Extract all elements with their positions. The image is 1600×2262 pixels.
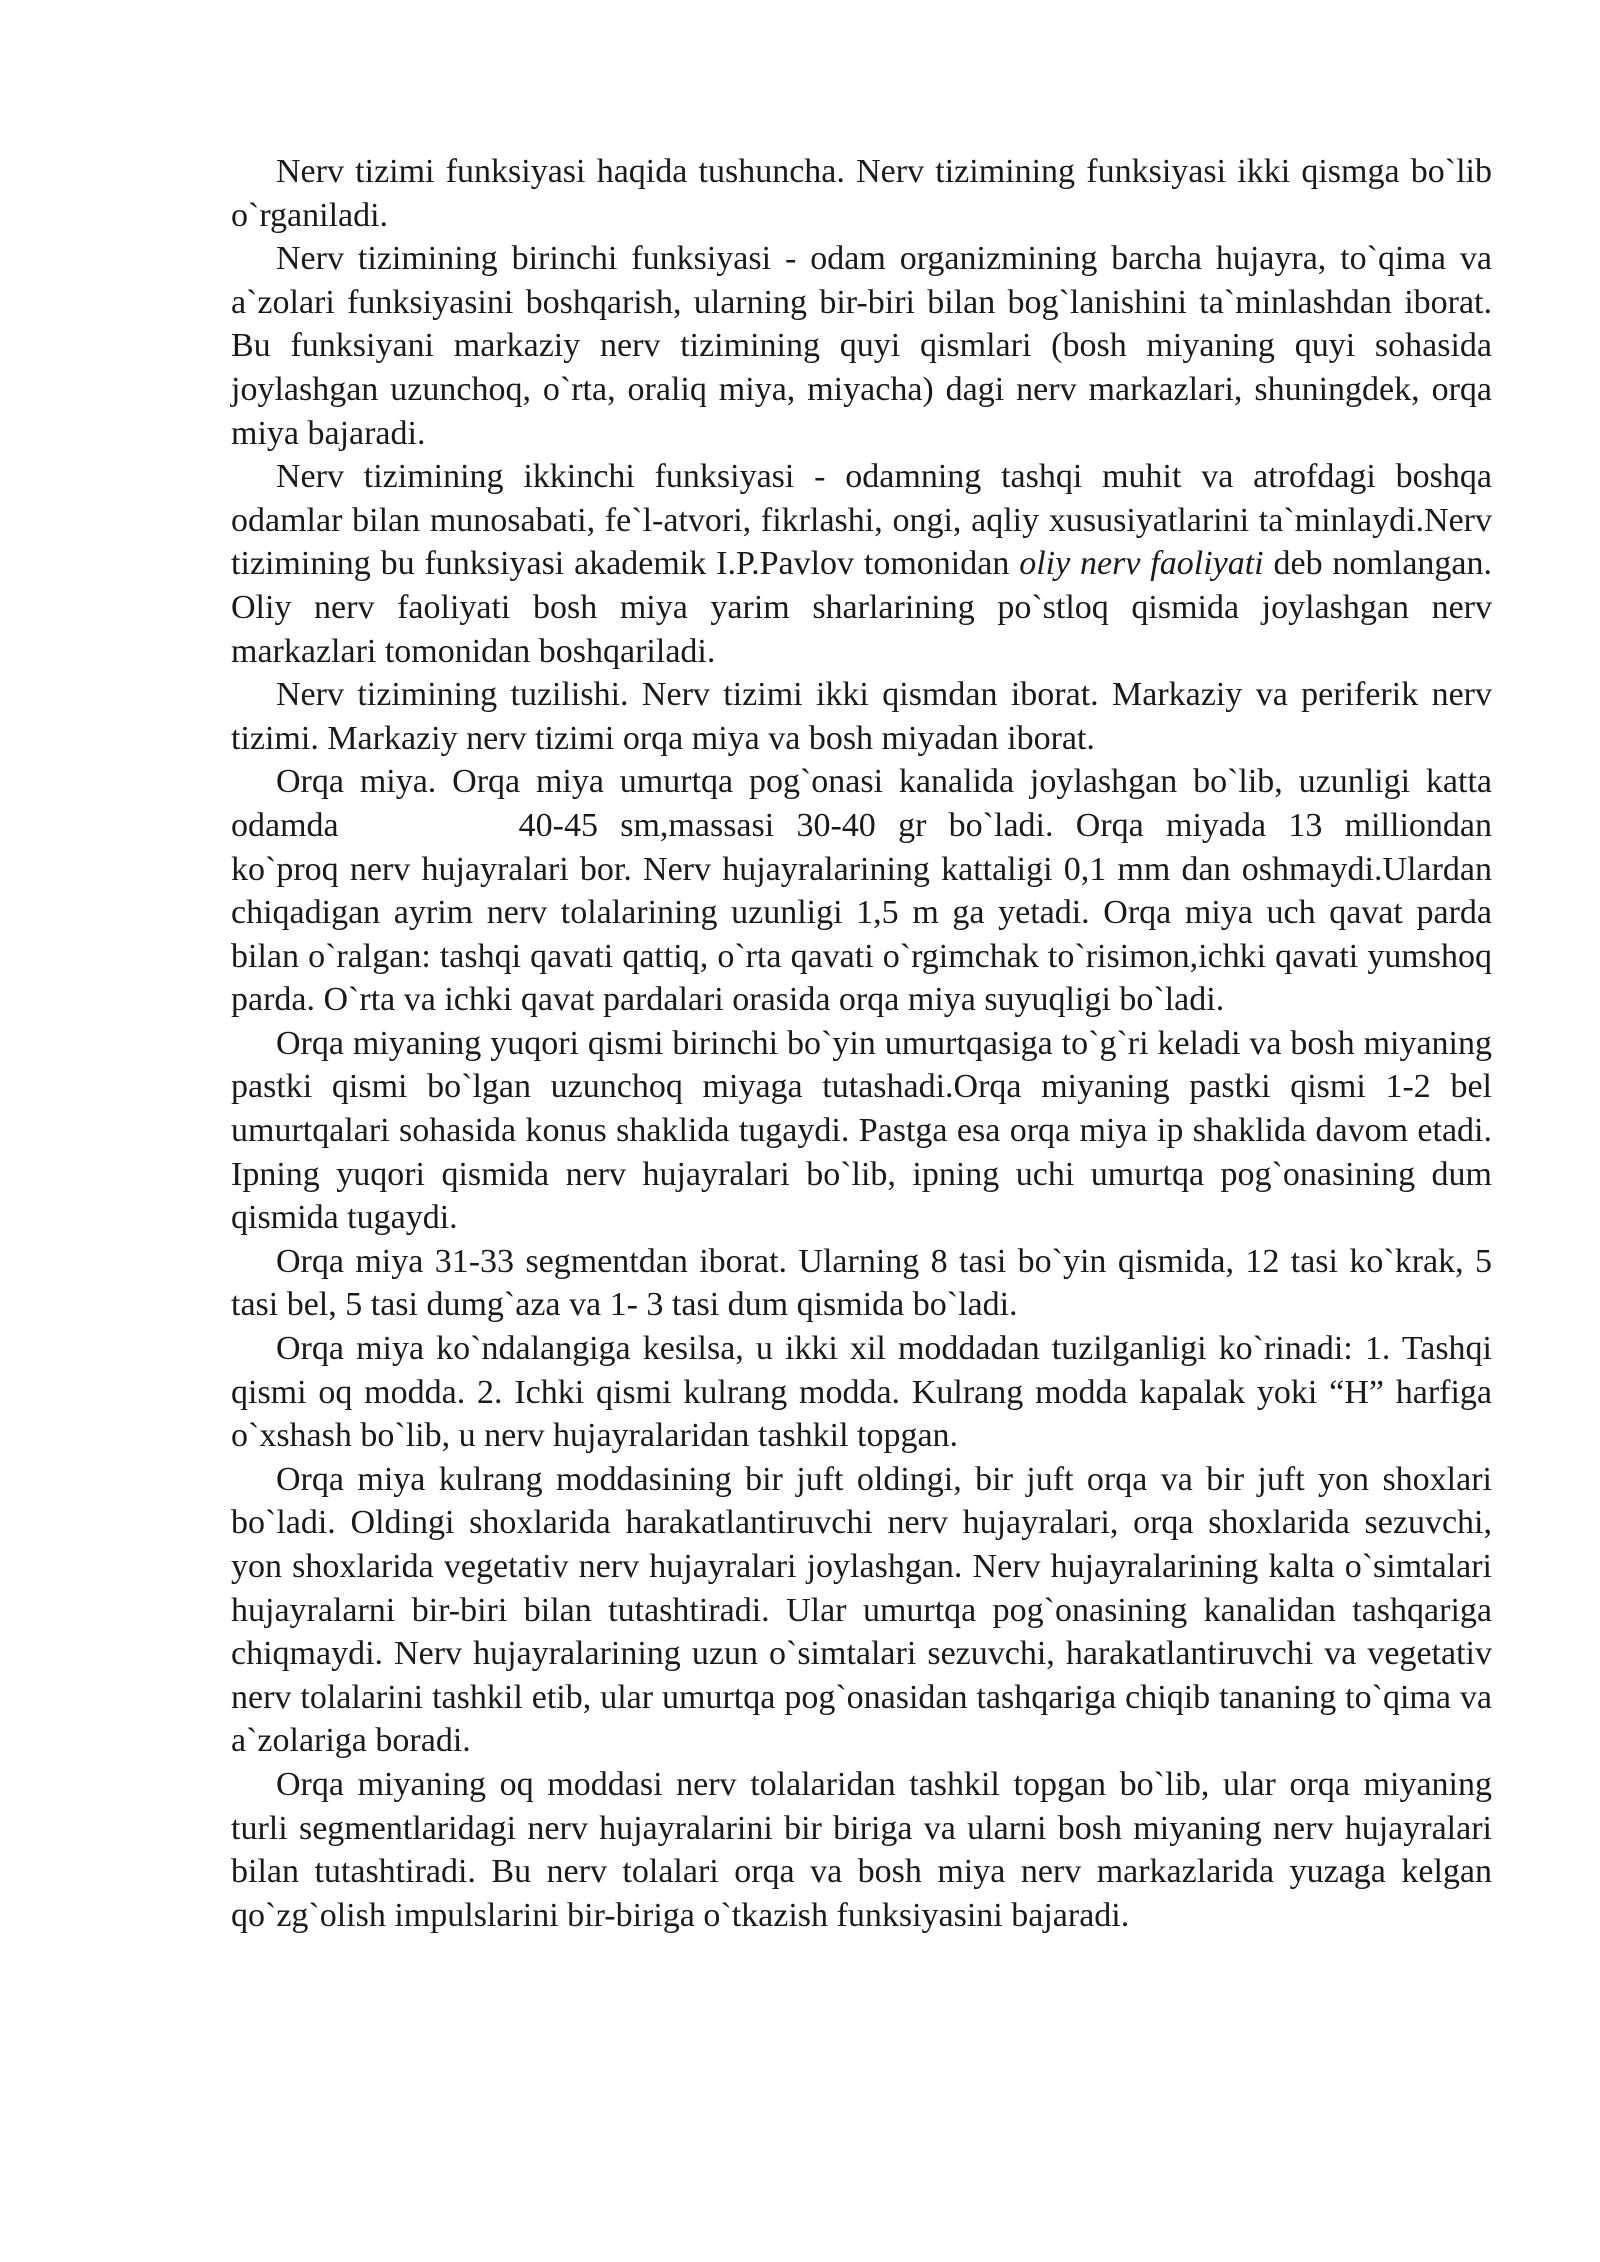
paragraph-spinal-cord <box>231 760 1492 1022</box>
paragraph-structure <box>231 673 1492 760</box>
paragraph-text: Nerv tizimining tuzilishi. Nerv tizimi ikki qismdan iborat. Markaziy va periferik nerv tizimi. Markaziy nerv tizimi orqa miya va bosh miyadan iborat. <box>231 676 1492 757</box>
paragraph-grey-matter <box>231 1458 1492 1763</box>
paragraph-functions-intro <box>231 150 1492 237</box>
paragraph-text: Orqa miya kulrang moddasining bir juft oldingi, bir juft orqa va bir juft yon shoxlari bo`ladi. Oldingi shoxlarida harakatlantiruvchi nerv hujayralari, orqa shoxlarida sezuvchi, yon shoxlarida vegetativ nerv hujayralari joylashgan. Nerv hujayralarining kalta o`simtalari hujayralarni bir-biri bilan tutashtiradi. Ular umurtqa pog`onasining kanalidan tashqariga chiqmaydi. Nerv hujayralarining uzun o`simtalari sezuvchi, harakatlantiruvchi va vegetativ nerv tolalarini tashkil etib, ular umurtqa pog`onasidan tashqariga chiqib tananing to`qima va a`zolariga boradi. <box>231 1460 1492 1760</box>
italic-term: oliy nerv faoliyati <box>1019 545 1264 583</box>
document-page <box>231 150 1492 1937</box>
paragraph-white-matter <box>231 1763 1492 1937</box>
paragraph-text: Orqa miyaning oq moddasi nerv tolalaridan tashkil topgan bo`lib, ular orqa miyaning turli segmentlaridagi nerv hujayralarini bir biriga va ularni bosh miyaning nerv hujayralari bilan tutashtiradi. Bu nerv tolalari orqa va bosh miya nerv markazlarida yuzaga kelgan qo`zg`olish impulslarini bir-biriga o`tkazish funksiyasini bajaradi. <box>231 1765 1492 1934</box>
paragraph-first-function <box>231 237 1492 455</box>
paragraph-text: Orqa miyaning yuqori qismi birinchi bo`yin umurtqasiga to`g`ri keladi va bosh miyaning pastki qismi bo`lgan uzunchoq miyaga tutashadi.Orqa miyaning pastki qismi 1-2 bel umurtqalari sohasida konus shaklida tugaydi. Pastga esa orqa miya ip shaklida davom etadi. Ipning yuqori qismida nerv hujayralari bo`lib, ipning uchi umurtqa pog`onasining dum qismida tugaydi. <box>231 1024 1492 1237</box>
paragraph-text: deb nomlangan. Oliy nerv faoliyati bosh miya yarim sharlarining po`stloq qismida joylashgan nerv markazlari tomonidan boshqariladi. <box>231 545 1493 670</box>
paragraph-text: Nerv tizimining birinchi funksiyasi - odam organizmining barcha hujayra, to`qima va a`zolari funksiyasini boshqarish, ularning bir-biri bilan bog`lanishini ta`minlashdan iborat. Bu funksiyani markaziy nerv tizimining quyi qismlari (bosh miyaning quyi sohasida joylashgan uzunchoq, o`rta, oraliq miya, miyacha) dagi nerv markazlari, shuningdek, orqa miya bajaradi. <box>231 240 1492 452</box>
paragraph-cross-section <box>231 1327 1492 1458</box>
paragraph-segments <box>231 1240 1492 1327</box>
paragraph-spinal-cord-upper <box>231 1022 1492 1240</box>
paragraph-text: Nerv tizimining ikkinchi funksiyasi - odamning tashqi muhit va atrofdagi boshqa odamlar bilan munosabati, fe`l-atvori, fikrlashi, ongi, aqliy xususiyatlarini ta`minlaydi.Nerv tizimining bu funksiyasi akademik I.P.Pavlov tomonidan <box>231 458 1492 583</box>
paragraph-text: Orqa miya ko`ndalangiga kesilsa, u ikki xil moddadan tuzilganligi ko`rinadi: 1. Tashqi qismi oq modda. 2. Ichki qismi kulrang modda. Kulrang modda kapalak yoki “H” harfiga o`xshash bo`lib, u nerv hujayralaridan tashkil topgan. <box>231 1330 1492 1455</box>
paragraph-second-function <box>231 455 1492 673</box>
paragraph-text: 40-45 sm,massasi 30-40 gr bo`ladi. Orqa miyada 13 milliondan ko`proq nerv hujayralari bor. Nerv hujayralarining kattaligi 0,1 mm dan oshmaydi.Ulardan chiqadigan ayrim nerv tolalarining uzunligi 1,5 m ga yetadi. Orqa miya uch qavat parda bilan o`ralgan: tashqi qavati qattiq, o`rta qavati o`rgimchak to`risimon,ichki qavati yumshoq parda. O`rta va ichki qavat pardalari orasida orqa miya suyuqligi bo`ladi. <box>231 806 1492 1019</box>
paragraph-text: Orqa miya. Orqa miya umurtqa pog`onasi kanalida joylashgan bo`lib, uzunligi katta odamda <box>231 763 1492 844</box>
paragraph-text: Orqa miya 31-33 segmentdan iborat. Ularning 8 tasi bo`yin qismida, 12 tasi ko`krak, 5 tasi bel, 5 tasi dumg`aza va 1- 3 tasi dum qismida bo`ladi. <box>231 1242 1492 1324</box>
paragraph-text: Nerv tizimi funksiyasi haqida tushuncha. Nerv tizimining funksiyasi ikki qismga bo`lib o`rganiladi. <box>231 153 1492 234</box>
